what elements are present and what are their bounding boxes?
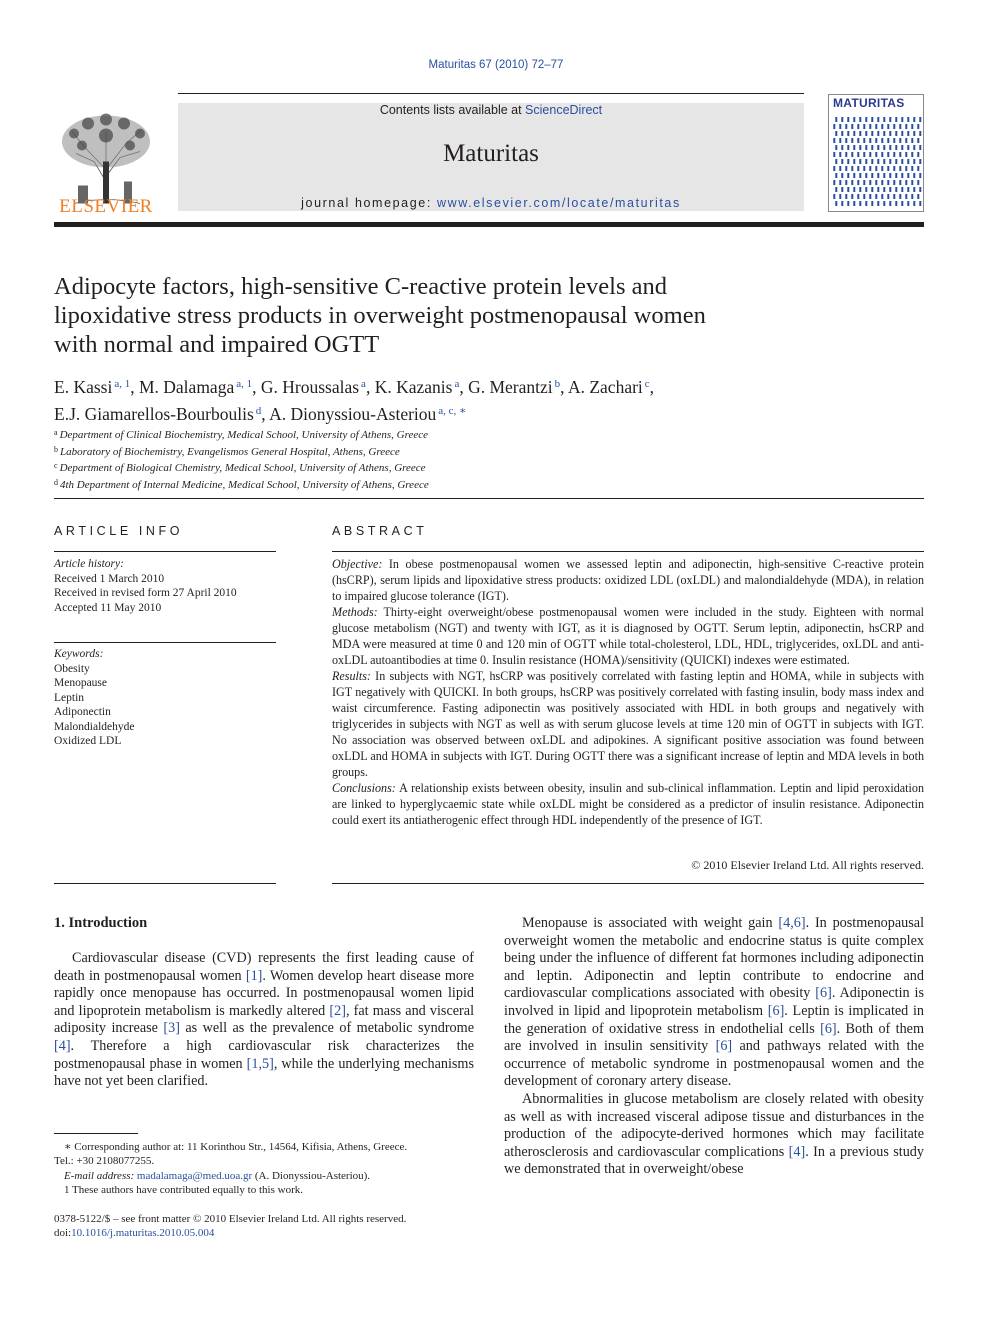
cover-title: MATURITAS [833,96,905,110]
citation-link[interactable]: [2] [329,1002,346,1019]
email-link[interactable]: madalamaga@med.uoa.gr [136,1169,253,1182]
author-name: M. Dalamaga [138,377,235,397]
abstract-objective: Objective: In obese postmenopausal women we assessed leptin and adiponectin, high-sensitive C-reactive protein (hsCRP), serum lipids and lipoxidative stress products: oxidized LDL (oxLDL) and malondialdehyde (MDA), in relation to impaired glucose tolerance (IGT). [332,557,924,603]
history-revised: Received in revised form 27 April 2010 [54,587,237,599]
keyword: Oxidized LDL [54,735,122,747]
author-affiliation-marker[interactable]: d [255,405,262,417]
divider-rule [54,883,276,884]
citation-link[interactable]: [6] [820,1020,837,1037]
author-affiliation-marker[interactable]: a, 1 [236,378,253,390]
author-name: A. Zachari [567,377,643,397]
author-name: A. Dionyssiou-Asteriou [269,404,437,424]
divider-rule [54,642,276,643]
keywords-heading: Keywords: [54,648,104,660]
email-note: E-mail address: madalamaga@med.uoa.gr (A. Dionyssiou-Asteriou). [64,1169,371,1182]
author-affiliation-marker[interactable]: c [644,378,650,390]
citation-link[interactable]: [1,5] [246,1055,274,1072]
author-name: G. Hroussalas [260,377,360,397]
history-accepted: Accepted 11 May 2010 [54,601,162,614]
keyword: Menopause [54,677,108,689]
section-heading-introduction: 1. Introduction [54,915,148,931]
contents-prefix: Contents lists available at [379,103,526,117]
homepage-prefix: journal homepage: [301,196,437,210]
equal-contribution-note: 1 These authors have contributed equally to this work. [64,1183,303,1196]
article-info-heading: ARTICLE INFO [54,524,184,538]
doi-line: doi:10.1016/j.maturitas.2010.05.004 [54,1227,215,1240]
citation-link[interactable]: [1] [245,967,263,984]
abstract-results: Results: In subjects with NGT, hsCRP was positively correlated with fasting leptin and HOMA, while in subjects with IGT negatively with QUICKI. In both groups, hsCRP was positively correlated with fasting insulin, body mass index and waist circumference. Fasting adiponectin was positively associated with HDL in both groups and negatively with triglycerides in subjects with NGT as well as with serum glucose levels at time 120 min of OGTT in subjects with IGT. No association was observed between oxLDL and adipokines. A significant positive association was found between oxLDL and HOMA in subjects with IGT. During OGTT there was a significant increase of leptin and MDA levels in both groups. [332,669,924,779]
author-affiliation-marker[interactable]: b [554,378,561,390]
author-affiliation-marker[interactable]: a [454,378,460,390]
citation-link[interactable]: [6] [815,985,832,1002]
doi-link[interactable]: 10.1016/j.maturitas.2010.05.004 [71,1227,215,1240]
copyright-notice: © 2010 Elsevier Ireland Ltd. All rights reserved. [691,858,924,872]
author-list: E. Kassi $^{a, 1}$, M. Dalamaga $^{a, 1}$, G. Hroussalas $^a$, K. Kazanis $^a$, G. Merantzi $^b$, A. Zachari $^c$, E.J. Giamarellos-Bourboulis $^d$, A. Dionyssiou-Asteriou $^{a, c, ∗}$ [54,377,655,424]
affiliation: $^c$ Department of Biological Chemistry, Medical School, University of Athens, Greece [54,461,426,474]
corresponding-author-note: ∗ Corresponding author at: 11 Korinthou Str., 14564, Kifisia, Athens, Greece. [64,1141,408,1153]
body-paragraph: Menopause is associated with weight gain [4,6]. In postmenopausal overweight women the metabolic and endocrine status is quite complex being under the influence of different fat hormones including adiponectin and leptin. Adiponectin and leptin contribute to endocrine and cardiovascular complications associated with obesity [6]. Adiponectin is involved in lipid and lipoprotein metabolism [6]. Leptin is implicated in the generation of oxidative stress in endothelial cells [6]. Both of them are involved in insulin sensitivity [6] and pathways related with the occurrence of metabolic syndrome in postmenopausal women and the development of coronary artery disease. [504,915,925,1090]
contents-available-line [178,103,804,117]
history-received: Received 1 March 2010 [54,572,165,585]
divider-rule [332,883,924,884]
journal-cover-thumbnail[interactable] [828,94,924,212]
abstract-conclusions: Conclusions: A relationship exists between obesity, insulin and sub-clinical inflammation. Leptin and lipid peroxidation are linked to hyperglycaemic state while oxLDL might be considered as a predictor of insulin resistance. Adiponectin could exert its antiatherogenic effect through HDL independently of the presence of IGT. [332,781,924,827]
affiliation: $^a$ Department of Clinical Biochemistry, Medical School, University of Athens, Greece [54,428,428,441]
abstract-body [332,556,924,828]
author-affiliation-marker[interactable]: a [361,378,366,390]
body-paragraph: Abnormalities in glucose metabolism are closely related with obesity as well as with increased visceral adipose tissue and disturbances in the production of the adipocyte-derived hormones which may facilitate atherosclerosis and cardiovascular complications [4]. In a previous study we demonstrated that in overweight/obese [504,1090,924,1178]
history-heading: Article history: [54,558,124,570]
sciencedirect-link[interactable]: ScienceDirect [525,103,603,117]
affiliation: $^b$ Laboratory of Biochemistry, Evangelismos General Hospital, Athens, Greece [54,444,400,458]
author-name: K. Kazanis [374,377,453,397]
author-name: G. Merantzi [468,377,553,397]
body-column-right [504,915,924,1179]
issn-line: 0378-5122/$ – see front matter © 2010 Elsevier Ireland Ltd. All rights reserved. [54,1213,407,1225]
abstract-heading: ABSTRACT [332,524,428,538]
elsevier-wordmark: ELSEVIER [59,196,153,217]
divider-rule [332,551,924,552]
article-title: Adipocyte factors, high-sensitive C-reactive protein levels and lipoxidative stress products in overweight postmenopausal women with normal and impaired OGTT [54,273,706,358]
front-matter-info [54,1212,554,1241]
cover-figures-illustration [829,95,924,212]
citation-link[interactable]: [6] [767,1002,785,1019]
footnote-rule [54,1133,138,1134]
journal-name: Maturitas [443,140,539,167]
body-column-left [54,950,474,1091]
journal-reference[interactable]: Maturitas 67 (2010) 72–77 [428,59,564,71]
affiliation-list [54,426,924,492]
citation-link[interactable]: [4] [54,1037,71,1054]
body-paragraph: Cardiovascular disease (CVD) represents the first leading cause of death in postmenopausal women [1]. Women develop heart disease more rapidly once menopause has occurred. In postmenopausal women lipid and lipoprotein metabolism is markedly altered [2], fat mass and visceral adiposity increase [3] as well as the prevalence of metabolic syndrome [4]. Therefore a high cardiovascular risk characterizes the postmenopausal phase in women [1,5], while the underlying mechanisms have not yet been clarified. [54,950,475,1090]
header-top-rule [178,93,804,94]
citation-link[interactable]: [6] [715,1038,733,1055]
article-history [54,557,276,615]
telephone-note: Tel.: +30 2108077255. [54,1155,155,1168]
citation-link[interactable]: [3] [163,1020,180,1037]
journal-homepage-line [178,196,804,210]
author-name: E.J. Giamarellos-Bourboulis [54,404,254,424]
citation-link[interactable]: [4,6] [778,915,806,931]
author-affiliation-marker[interactable]: a, 1 [114,378,131,390]
footnotes [54,1140,474,1197]
affiliation: $^d$ 4th Department of Internal Medicine, Medical School, University of Athens, Greece [54,477,429,491]
homepage-link[interactable]: www.elsevier.com/locate/maturitas [436,196,681,210]
keyword: Malondialdehyde [54,720,135,733]
keywords-block [54,647,276,749]
keyword: Adiponectin [54,706,111,718]
header-thick-rule [54,222,924,227]
author-affiliation-marker[interactable]: a, c, ∗ [438,405,467,417]
divider-rule [54,498,924,499]
abstract-methods: Methods: Thirty-eight overweight/obese postmenopausal women were included in the study. Eighteen with normal glucose metabolism (NGT) and twenty with IGT, as it is diagnosed by OGTT. Serum leptin, adiponectin, hsCRP and MDA were measured at time 0 and 120 min of OGTT while total-cholesterol, LDL, HDL, triglycerides, oxLDL and anti-oxLDL autoantibodies at time 0. Insulin resistance (HOMA)/sensitivity (QUICKI) indexes were estimated. [332,605,925,667]
citation-link[interactable]: [4] [788,1143,806,1160]
keyword: Leptin [54,691,85,704]
author-name: E. Kassi [54,377,113,397]
divider-rule [54,551,276,552]
keyword: Obesity [54,662,90,675]
